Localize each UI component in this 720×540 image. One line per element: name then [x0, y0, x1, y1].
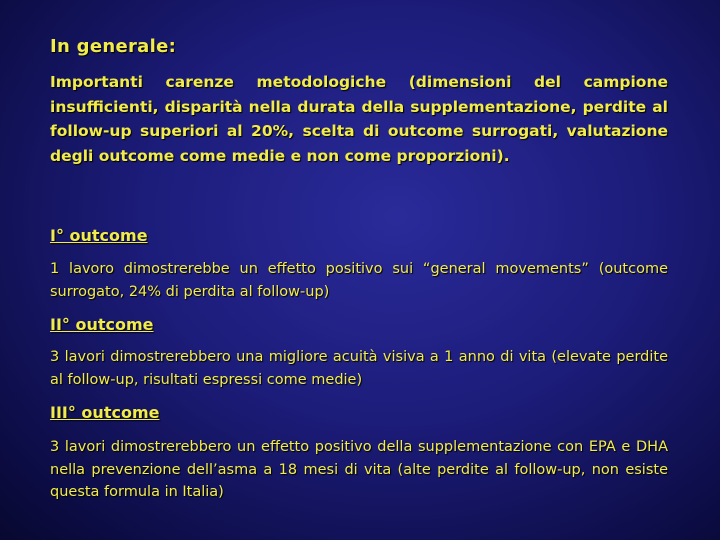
outcome-1-title: I° outcome — [50, 226, 148, 245]
outcome-3-body: 3 lavori dimostrerebbero un effetto positivo della supplementazione con EPA e DHA nella prevenzione dell’asma a 18 mesi di vita (alte perdite al follow-up, non esiste questa formula in Italia) — [50, 439, 668, 500]
outcome-2-body: 3 lavori dimostrerebbero una migliore acuità visiva a 1 anno di vita (elevate perdite al follow-up, risultati espressi come medie) — [50, 349, 668, 388]
slide-heading: In generale: — [50, 36, 177, 57]
outcome-1-body: 1 lavoro dimostrerebbe un effetto positivo sui “general movements” (outcome surrogato, 24% di perdita al follow-up) — [50, 261, 668, 300]
outcome-3-title: III° outcome — [50, 403, 160, 422]
intro-paragraph: Importanti carenze metodologiche (dimensioni del campione insufficienti, disparità nella durata della supplementazione, perdite al follow-up superiori al 20%, scelta di outcome surrogati, valutazione degli outcome come medie e non come proporzioni). — [50, 73, 668, 165]
outcome-2-title: II° outcome — [50, 315, 154, 334]
